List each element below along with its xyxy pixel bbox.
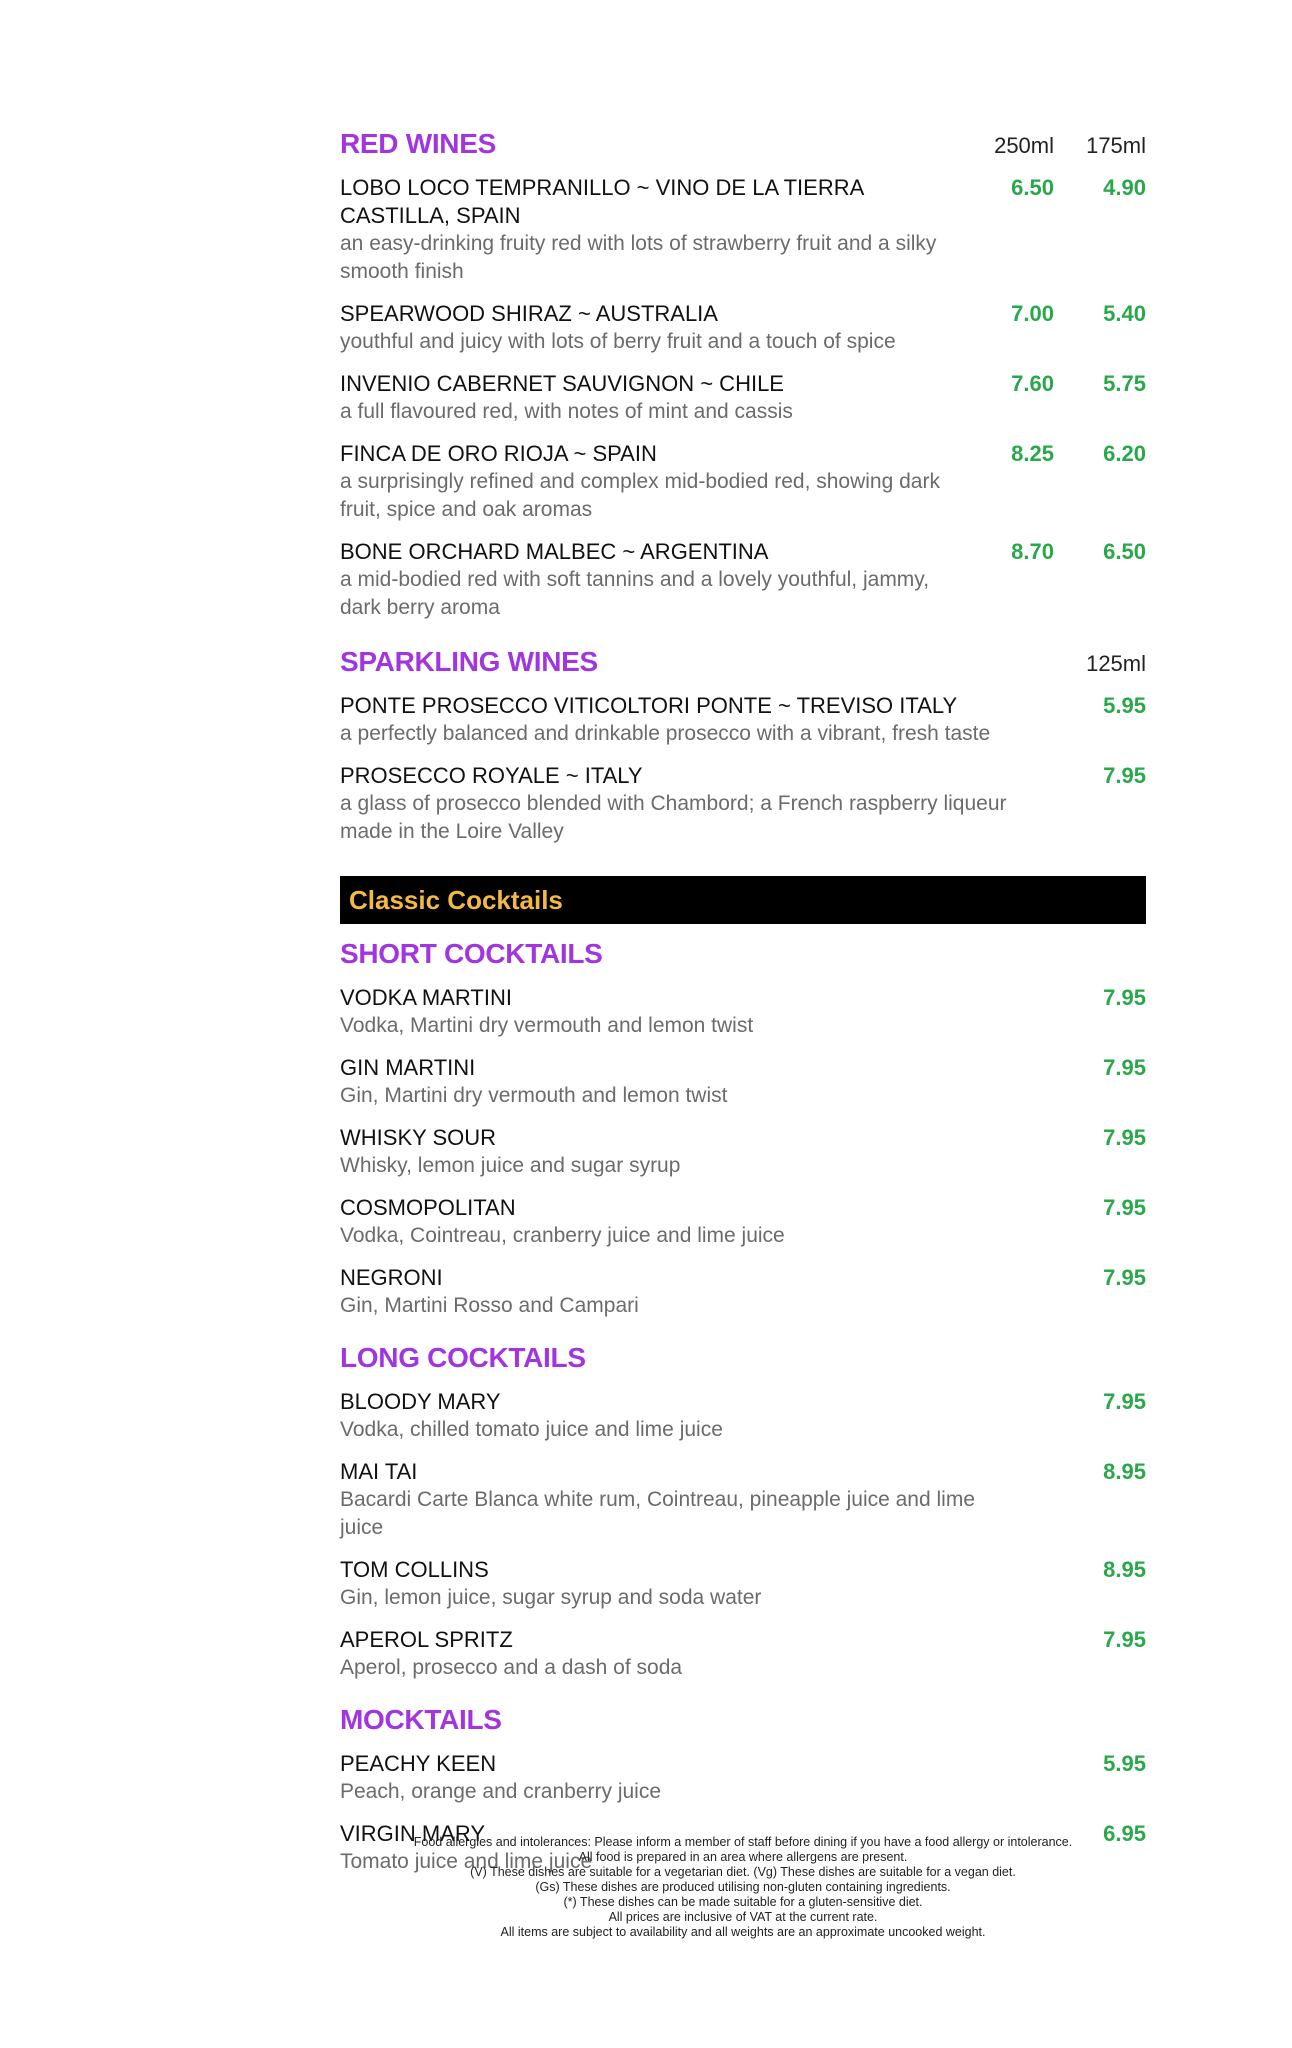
- menu-item-price: 8.95: [1103, 1459, 1146, 1484]
- menu-item-text: [340, 1054, 1020, 1110]
- menu-item-description: a perfectly balanced and drinkable prosecco with a vibrant, fresh taste: [340, 722, 991, 745]
- long-cocktails-header: [340, 1342, 1146, 1374]
- menu-item: [340, 1556, 1146, 1612]
- menu-item-description: Gin, Martini Rosso and Campari: [340, 1294, 639, 1317]
- menu-item-text: [340, 1556, 1020, 1612]
- menu-item-prices: [962, 538, 1146, 622]
- menu-item-description: Bacardi Carte Blanca white rum, Cointreau, pineapple juice and lime juice: [340, 1488, 976, 1539]
- menu-item: [340, 370, 1146, 426]
- short-cocktails-list: [340, 984, 1146, 1320]
- menu-item-name: INVENIO CABERNET SAUVIGNON ~ CHILE: [340, 371, 784, 396]
- menu-item-description: a glass of prosecco blended with Chambord; a French raspberry liqueur made in the Loire Valley: [340, 792, 1007, 843]
- menu-item-name: LOBO LOCO TEMPRANILLO ~ VINO DE LA TIERRA CASTILLA, SPAIN: [340, 175, 864, 228]
- menu-item: [340, 174, 1146, 286]
- menu-item-text: [340, 1626, 1020, 1682]
- footer-line: (V) These dishes are suitable for a vegetarian diet. (Vg) These dishes are suitable for a vegan diet.: [470, 1865, 1016, 1879]
- menu-item-name: BLOODY MARY: [340, 1389, 501, 1414]
- menu-item-price: 6.50: [1011, 175, 1054, 200]
- menu-item: [340, 1054, 1146, 1110]
- footer-line: (Gs) These dishes are produced utilising non-gluten containing ingredients.: [535, 1880, 951, 1894]
- menu-item-text: [340, 1124, 1020, 1180]
- menu-item-name: APEROL SPRITZ: [340, 1627, 513, 1652]
- menu-item-prices: [1054, 1458, 1146, 1542]
- mocktails-title: MOCKTAILS: [340, 1704, 502, 1735]
- menu-item-text: [340, 1458, 1020, 1542]
- menu-item: [340, 692, 1146, 748]
- menu-item: [340, 762, 1146, 846]
- menu-item-description: Tomato juice and lime juice: [340, 1850, 593, 1873]
- allergen-footer: [340, 1835, 1146, 1940]
- menu-item-name: WHISKY SOUR: [340, 1125, 497, 1150]
- menu-item: [340, 1264, 1146, 1320]
- footer-line: All food is prepared in an area where allergens are present.: [578, 1850, 908, 1864]
- menu-item: [340, 1626, 1146, 1682]
- menu-item-name: GIN MARTINI: [340, 1055, 476, 1080]
- menu-item: [340, 300, 1146, 356]
- menu-item-prices: [962, 370, 1146, 426]
- menu-item-price: 8.70: [1011, 539, 1054, 564]
- red-wines-header: [340, 128, 1146, 160]
- red-wines-title: RED WINES: [340, 128, 496, 159]
- col-125ml: 125ml: [1086, 651, 1146, 676]
- menu-item-prices: [1054, 692, 1146, 748]
- menu-item: [340, 1750, 1146, 1806]
- menu-item-text: [340, 440, 962, 524]
- menu-item-text: [340, 174, 962, 286]
- menu-item-price: 8.25: [1011, 441, 1054, 466]
- menu-item-price: 6.50: [1103, 539, 1146, 564]
- menu-item: [340, 1124, 1146, 1180]
- menu-item: [340, 1194, 1146, 1250]
- menu-item-name: BONE ORCHARD MALBEC ~ ARGENTINA: [340, 539, 769, 564]
- menu-item-prices: [1054, 1194, 1146, 1250]
- menu-item-prices: [1054, 1054, 1146, 1110]
- sparkling-wines-list: [340, 692, 1146, 846]
- red-wines-col-heads: [962, 133, 1146, 159]
- red-wines-list: [340, 174, 1146, 622]
- menu-item-description: Aperol, prosecco and a dash of soda: [340, 1656, 683, 1679]
- menu-item-prices: [1054, 1264, 1146, 1320]
- menu-item-price: 7.95: [1103, 1389, 1146, 1414]
- menu-item-price: 4.90: [1103, 175, 1146, 200]
- menu-item-price: 7.95: [1103, 1265, 1146, 1290]
- menu-item-price: 7.95: [1103, 763, 1146, 788]
- long-cocktails-title: LONG COCKTAILS: [340, 1342, 586, 1373]
- footer-line: (*) These dishes can be made suitable for a gluten-sensitive diet.: [563, 1895, 923, 1909]
- menu-item-text: [340, 538, 962, 622]
- menu-item-price: 5.75: [1103, 371, 1146, 396]
- menu-item-price: 5.40: [1103, 301, 1146, 326]
- sparkling-col-heads: [1054, 651, 1146, 677]
- footer-line: All items are subject to availability and all weights are an approximate uncooked weight.: [500, 1925, 986, 1939]
- menu-item-price: 6.95: [1103, 1821, 1146, 1846]
- menu-item-text: [340, 762, 1020, 846]
- menu-item-price: 6.20: [1103, 441, 1146, 466]
- classic-cocktails-banner: [340, 876, 1146, 924]
- menu-item-text: [340, 984, 1020, 1040]
- menu-item-description: Vodka, chilled tomato juice and lime juice: [340, 1418, 723, 1441]
- menu-item-text: [340, 300, 962, 356]
- menu-item-description: Peach, orange and cranberry juice: [340, 1780, 662, 1803]
- menu-item-prices: [1054, 1388, 1146, 1444]
- sparkling-wines-header: [340, 646, 1146, 678]
- menu-item-prices: [1054, 984, 1146, 1040]
- menu-item-price: 7.00: [1011, 301, 1054, 326]
- menu-item-text: [340, 370, 962, 426]
- menu-item-name: PONTE PROSECCO VITICOLTORI PONTE ~ TREVISO ITALY: [340, 693, 958, 718]
- short-cocktails-header: [340, 938, 1146, 970]
- menu-item-name: NEGRONI: [340, 1265, 443, 1290]
- long-cocktails-list: [340, 1388, 1146, 1682]
- menu-item-description: Gin, lemon juice, sugar syrup and soda water: [340, 1586, 762, 1609]
- col-250ml: 250ml: [994, 133, 1054, 158]
- menu-item-prices: [1054, 1124, 1146, 1180]
- menu-item-description: an easy-drinking fruity red with lots of strawberry fruit and a silky smooth finish: [340, 232, 937, 283]
- menu-item: [340, 1388, 1146, 1444]
- menu-item-price: 7.60: [1011, 371, 1054, 396]
- menu-item-price: 5.95: [1103, 693, 1146, 718]
- menu-item-text: [340, 1388, 1020, 1444]
- banner-title: Classic Cocktails: [349, 884, 563, 915]
- menu-item-text: [340, 1264, 1020, 1320]
- menu-item: [340, 984, 1146, 1040]
- menu-item-name: SPEARWOOD SHIRAZ ~ AUSTRALIA: [340, 301, 718, 326]
- menu-item-price: 7.95: [1103, 1195, 1146, 1220]
- menu-item-prices: [1054, 762, 1146, 846]
- menu-item-name: PROSECCO ROYALE ~ ITALY: [340, 763, 643, 788]
- menu-item-prices: [1054, 1626, 1146, 1682]
- menu-item-name: MAI TAI: [340, 1459, 418, 1484]
- menu-item-prices: [962, 300, 1146, 356]
- menu-item-description: a mid-bodied red with soft tannins and a lovely youthful, jammy, dark berry aroma: [340, 568, 930, 619]
- menu-item-prices: [962, 174, 1146, 286]
- menu-item-price: 7.95: [1103, 1627, 1146, 1652]
- menu-item-name: FINCA DE ORO RIOJA ~ SPAIN: [340, 441, 657, 466]
- menu-item-price: 7.95: [1103, 1055, 1146, 1080]
- mocktails-header: [340, 1704, 1146, 1736]
- sparkling-wines-title: SPARKLING WINES: [340, 646, 598, 677]
- menu-item-name: VODKA MARTINI: [340, 985, 512, 1010]
- menu-item-description: Gin, Martini dry vermouth and lemon twist: [340, 1084, 728, 1107]
- footer-line: All prices are inclusive of VAT at the current rate.: [608, 1910, 878, 1924]
- menu-item-description: youthful and juicy with lots of berry fruit and a touch of spice: [340, 330, 896, 353]
- menu-item-prices: [1054, 1750, 1146, 1806]
- menu-item-text: [340, 1750, 1020, 1806]
- menu-item: [340, 440, 1146, 524]
- menu-item-price: 7.95: [1103, 1125, 1146, 1150]
- menu-item-description: a surprisingly refined and complex mid-bodied red, showing dark fruit, spice and oak aromas: [340, 470, 940, 521]
- menu-item: [340, 538, 1146, 622]
- drinks-menu: [340, 128, 1146, 1876]
- menu-item: [340, 1458, 1146, 1542]
- menu-item-text: [340, 1194, 1020, 1250]
- menu-item-text: [340, 692, 1020, 748]
- menu-item-description: Vodka, Martini dry vermouth and lemon twist: [340, 1014, 754, 1037]
- footer-line: Food allergies and intolerances: Please inform a member of staff before dining if you have a food allergy or intolerance.: [413, 1835, 1073, 1849]
- menu-item-name: COSMOPOLITAN: [340, 1195, 516, 1220]
- menu-item-description: Whisky, lemon juice and sugar syrup: [340, 1154, 681, 1177]
- menu-item-prices: [962, 440, 1146, 524]
- menu-item-name: VIRGIN MARY: [340, 1821, 486, 1846]
- menu-item-price: 7.95: [1103, 985, 1146, 1010]
- menu-item-price: 8.95: [1103, 1557, 1146, 1582]
- menu-item-name: PEACHY KEEN: [340, 1751, 497, 1776]
- menu-item-name: TOM COLLINS: [340, 1557, 489, 1582]
- menu-item-prices: [1054, 1556, 1146, 1612]
- menu-item-description: Vodka, Cointreau, cranberry juice and lime juice: [340, 1224, 785, 1247]
- menu-item-price: 5.95: [1103, 1751, 1146, 1776]
- short-cocktails-title: SHORT COCKTAILS: [340, 938, 603, 969]
- menu-item-description: a full flavoured red, with notes of mint and cassis: [340, 400, 793, 423]
- col-175ml: 175ml: [1086, 133, 1146, 158]
